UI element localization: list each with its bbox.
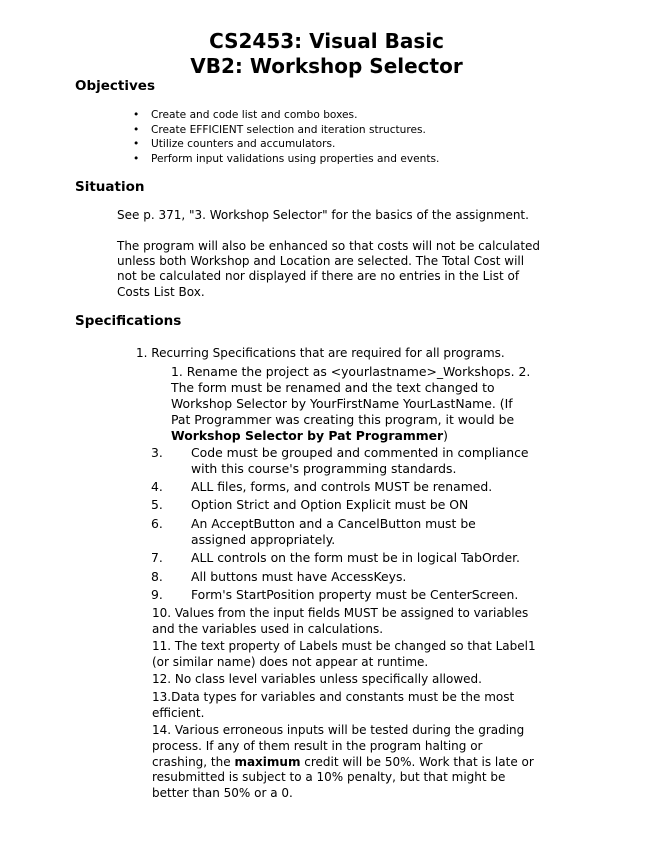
bullet-icon: •	[133, 138, 140, 150]
form-title-example: Workshop Selector by Pat Programmer	[171, 428, 444, 443]
situation-paragraph-2: The program will also be enhanced so that costs will not be calculated unless both Workshop and Location are selected. The Total Cost will not be calculated nor displayed if there are no entries in the List of Costs List Box.	[117, 239, 541, 299]
objectives-list	[133, 108, 439, 166]
situation-heading: Situation	[75, 179, 145, 195]
spec-item-13: 13.Data types for variables and constants must be the most efficient.	[152, 690, 515, 720]
spec-item-12: 12. No class level variables unless specifically allowed.	[152, 672, 482, 686]
situation-paragraph-1: See p. 371, "3. Workshop Selector" for the basics of the assignment.	[117, 208, 529, 222]
bullet-icon: •	[133, 123, 140, 136]
spec-sub-7: 7. ALL controls on the form must be in logical TabOrder.	[151, 550, 520, 565]
objectives-heading: Objectives	[75, 78, 155, 94]
objective-item: • Create EFFICIENT selection and iteration structures.	[133, 123, 426, 136]
spec-sub-3: 3. Code must be grouped and commented in compliance with this course's programming standards.	[151, 445, 529, 476]
spec-sub-6: 6. An AcceptButton and a CancelButton must be assigned appropriately.	[151, 516, 476, 547]
spec-sub-8: 8. All buttons must have AccessKeys.	[151, 569, 407, 584]
spec-item-11: 11. The text property of Labels must be changed so that Label1 (or similar name) does not appear at runtime.	[152, 639, 536, 669]
spec-item-1: 1. Recurring Specifications that are required for all programs.	[136, 346, 505, 360]
maximum-emphasis: maximum	[234, 754, 301, 769]
bullet-icon: •	[133, 109, 140, 121]
objective-item: • Create and code list and combo boxes.	[133, 109, 358, 121]
document-title: CS2453: Visual Basic	[209, 29, 444, 53]
spec-sub-5: 5. Option Strict and Option Explicit must be ON	[151, 497, 469, 512]
bullet-icon: •	[133, 152, 140, 165]
spec-sub-1: 1. Rename the project as <yourlastname>_Workshops. 2. The form must be renamed and the text changed to Workshop Selector by YourFirstName YourLastName. (If Pat Programmer was creating this program, it would be Workshop Selector by Pat Programmer)	[171, 364, 531, 443]
objective-item: • Perform input validations using properties and events.	[133, 152, 440, 165]
objective-item: • Utilize counters and accumulators.	[133, 138, 336, 150]
document-subtitle: VB2: Workshop Selector	[190, 54, 463, 78]
spec-sub-4: 4. ALL files, forms, and controls MUST be renamed.	[151, 479, 493, 494]
spec-item-14: 14. Various erroneous inputs will be tested during the grading process. If any of them result in the program halting or crashing, the maximum credit will be 50%. Work that is late or resubmitted is subject to a 10% penalty, but that might be better than 50% or a 0.	[152, 723, 534, 801]
spec-item-10: 10. Values from the input fields MUST be assigned to variables and the variables used in calculations.	[152, 606, 529, 636]
specifications-heading: Specifications	[75, 313, 182, 329]
spec-sub-9: 9. Form's StartPosition property must be CenterScreen.	[151, 587, 519, 602]
